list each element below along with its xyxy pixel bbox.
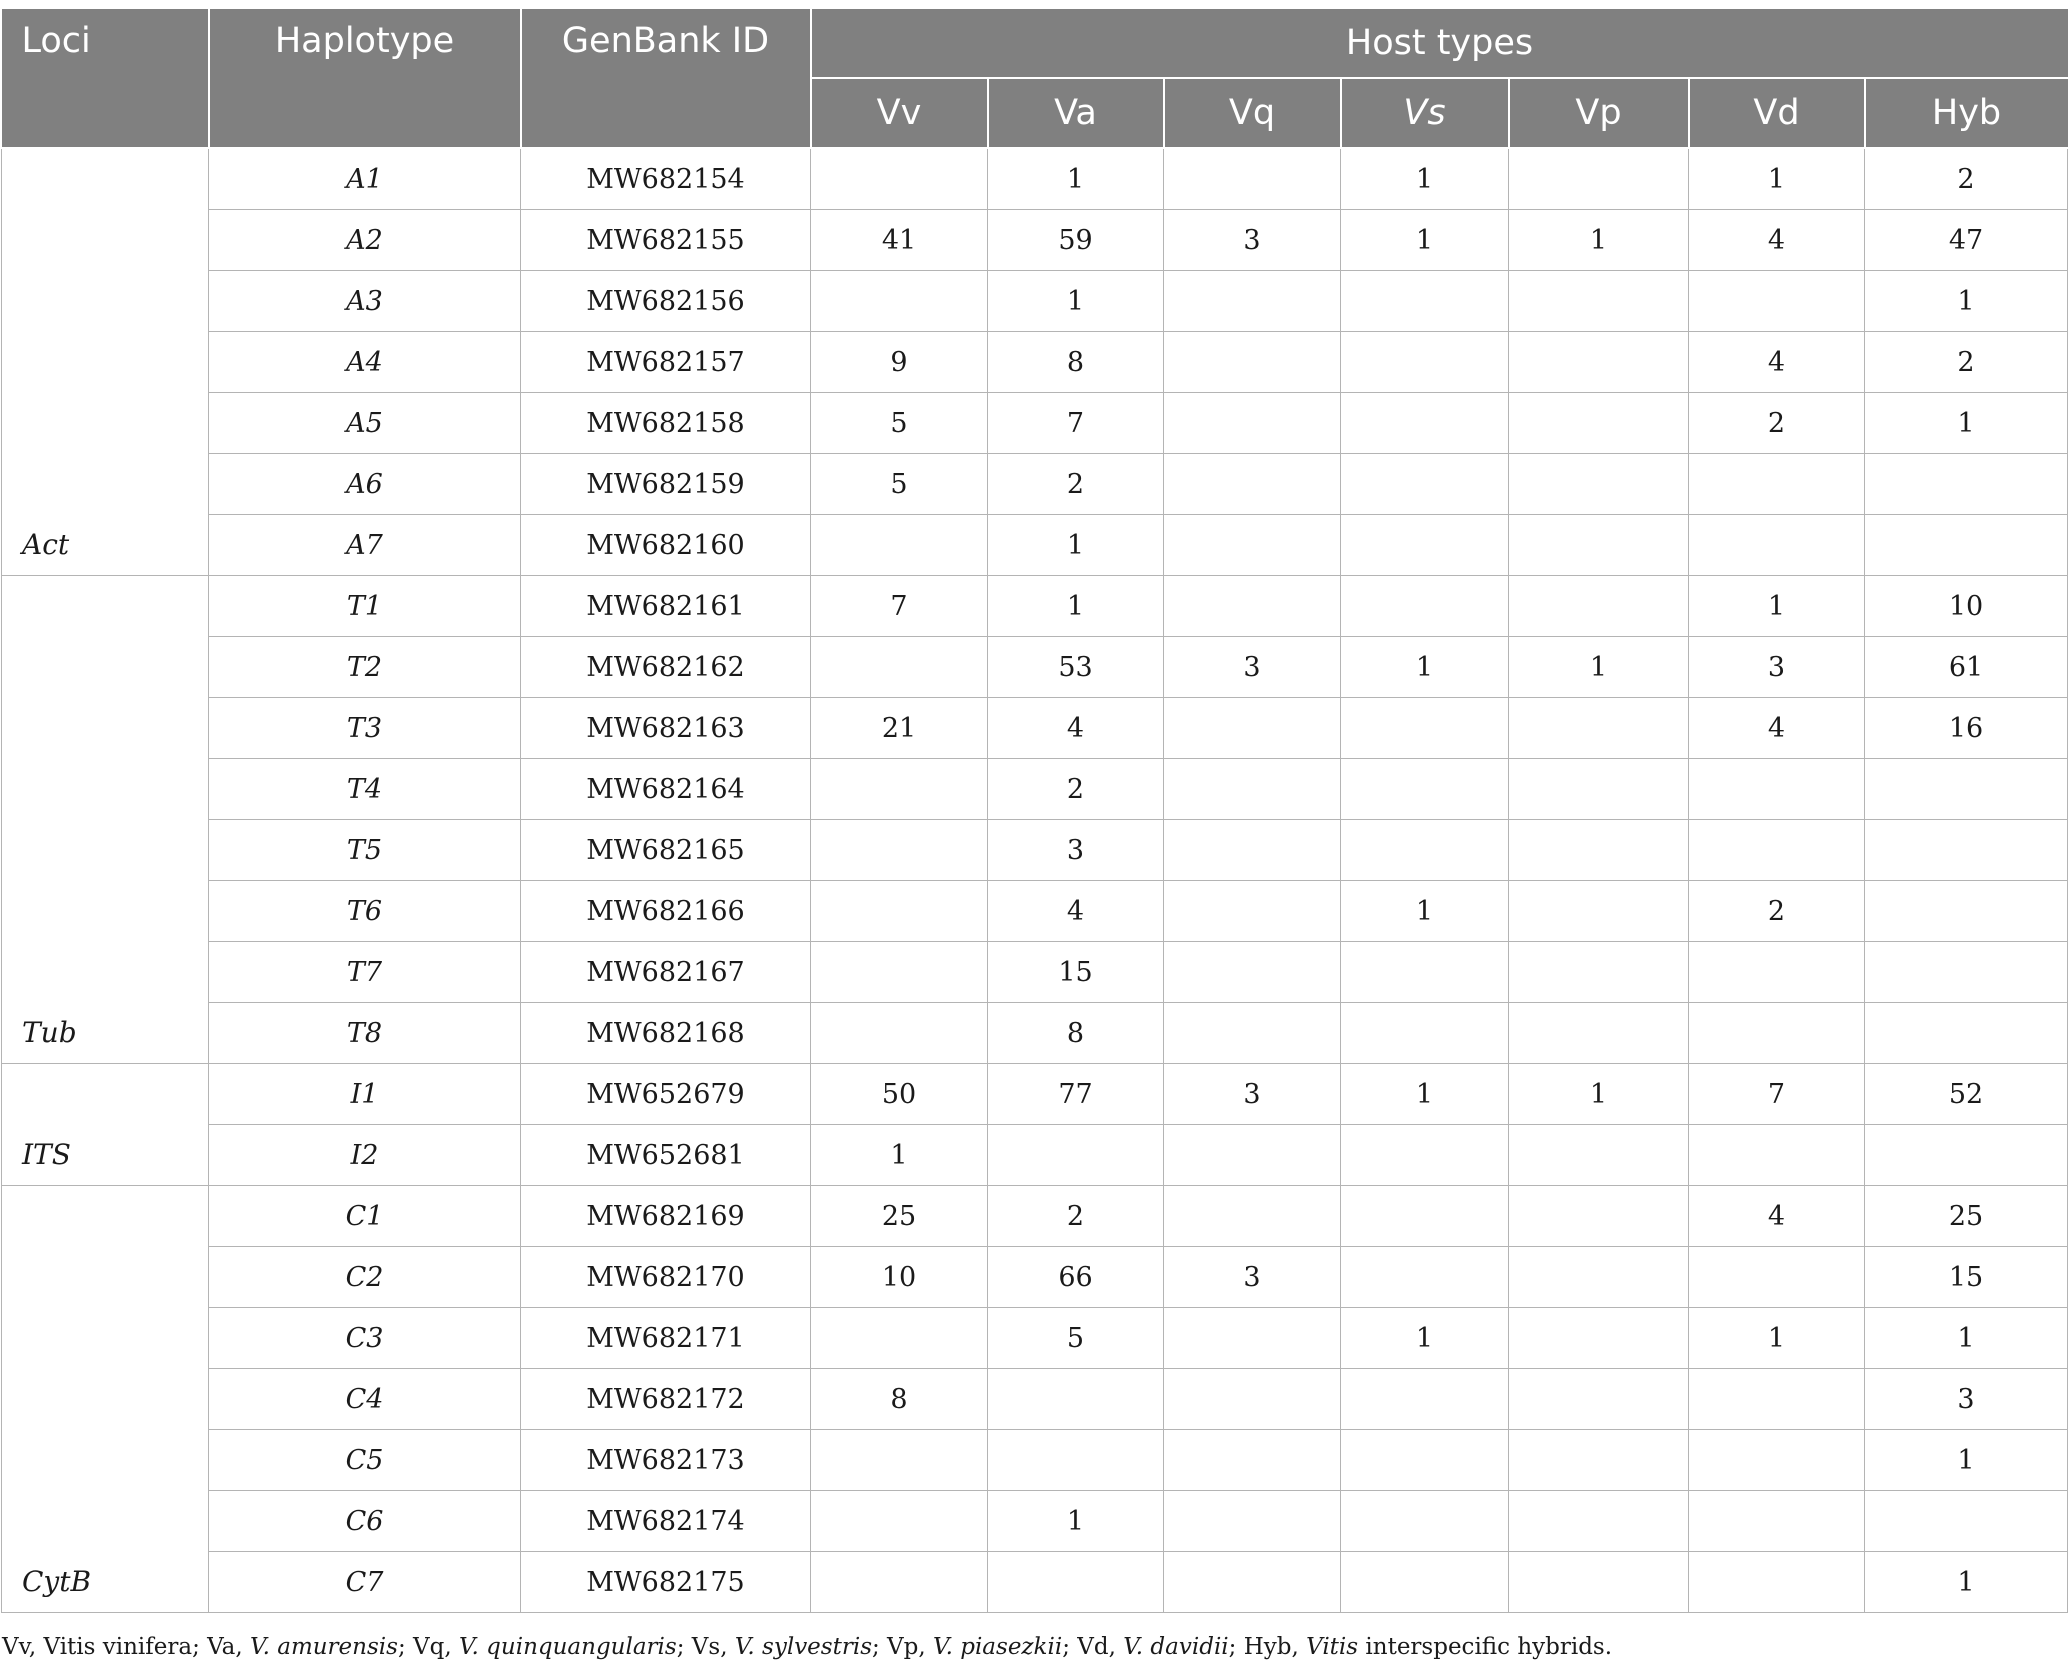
count-cell-hyb: 10 (1865, 576, 2068, 637)
count-cell-vd: 4 (1689, 698, 1865, 759)
count-cell-vs (1341, 1430, 1509, 1491)
count-cell-vs (1341, 1247, 1509, 1308)
count-cell-vd: 4 (1689, 210, 1865, 271)
count-cell-vs (1341, 1552, 1509, 1613)
count-cell-vp (1509, 1491, 1689, 1552)
count-cell-vp (1509, 393, 1689, 454)
haplotype-cell: C2 (209, 1247, 521, 1308)
count-cell-va: 2 (988, 454, 1164, 515)
count-cell-va: 2 (988, 759, 1164, 820)
haplotype-cell: C3 (209, 1308, 521, 1369)
count-cell-vp: 1 (1509, 1064, 1689, 1125)
haplotype-cell: A5 (209, 393, 521, 454)
count-cell-va: 3 (988, 820, 1164, 881)
genbank-id-cell: MW682162 (521, 637, 811, 698)
count-cell-vv (811, 271, 988, 332)
count-cell-va (988, 1552, 1164, 1613)
count-cell-hyb (1865, 1491, 2068, 1552)
count-cell-hyb: 15 (1865, 1247, 2068, 1308)
table-row (2, 1064, 2068, 1125)
count-cell-vd (1689, 1491, 1865, 1552)
count-cell-vp (1509, 576, 1689, 637)
genbank-id-cell: MW682166 (521, 881, 811, 942)
genbank-id-cell: MW682170 (521, 1247, 811, 1308)
footnote-part: V. quinquangularis (458, 1634, 677, 1660)
count-cell-va: 5 (988, 1308, 1164, 1369)
footnote-part: ; Vq, (397, 1634, 459, 1660)
count-cell-vv (811, 1003, 988, 1064)
count-cell-vq (1164, 1308, 1341, 1369)
genbank-id-cell: MW652679 (521, 1064, 811, 1125)
count-cell-va: 1 (988, 271, 1164, 332)
count-cell-vq (1164, 698, 1341, 759)
count-cell-vp (1509, 1186, 1689, 1247)
haplotype-cell: T7 (209, 942, 521, 1003)
table-row (2, 271, 2068, 332)
genbank-id-cell: MW682156 (521, 271, 811, 332)
count-cell-vp (1509, 1552, 1689, 1613)
footnote-part: ; Vp, (872, 1634, 934, 1660)
count-cell-vs (1341, 1125, 1509, 1186)
count-cell-vv: 5 (811, 454, 988, 515)
count-cell-vd (1689, 515, 1865, 576)
count-cell-vq (1164, 1491, 1341, 1552)
count-cell-vv (811, 148, 988, 210)
count-cell-va: 4 (988, 881, 1164, 942)
count-cell-vq (1164, 393, 1341, 454)
count-cell-vv (811, 759, 988, 820)
genbank-id-cell: MW682173 (521, 1430, 811, 1491)
count-cell-va: 2 (988, 1186, 1164, 1247)
genbank-id-cell: MW682175 (521, 1552, 811, 1613)
count-cell-vd: 2 (1689, 881, 1865, 942)
header-host-va: Va (988, 78, 1164, 148)
haplotype-table (1, 9, 2068, 1613)
count-cell-vq (1164, 881, 1341, 942)
count-cell-vs (1341, 515, 1509, 576)
haplotype-cell: A7 (209, 515, 521, 576)
header-host-vs: Vs (1341, 78, 1509, 148)
header-host-hyb: Hyb (1865, 78, 2068, 148)
count-cell-vd (1689, 759, 1865, 820)
haplotype-cell: A3 (209, 271, 521, 332)
count-cell-vq (1164, 820, 1341, 881)
footnote-part: interspecific hybrids. (1358, 1634, 1613, 1660)
count-cell-vv (811, 1491, 988, 1552)
haplotype-cell: I2 (209, 1125, 521, 1186)
footnote-part: V. sylvestris (734, 1634, 872, 1660)
genbank-id-cell: MW682172 (521, 1369, 811, 1430)
count-cell-hyb: 1 (1865, 271, 2068, 332)
count-cell-hyb: 1 (1865, 1430, 2068, 1491)
count-cell-vv: 9 (811, 332, 988, 393)
count-cell-hyb: 52 (1865, 1064, 2068, 1125)
count-cell-vq: 3 (1164, 1247, 1341, 1308)
footnote-part: V. amurensis (250, 1634, 398, 1660)
haplotype-cell: T2 (209, 637, 521, 698)
count-cell-vd: 3 (1689, 637, 1865, 698)
count-cell-vd (1689, 1247, 1865, 1308)
haplotype-cell: C1 (209, 1186, 521, 1247)
count-cell-vv (811, 1430, 988, 1491)
haplotype-cell: A4 (209, 332, 521, 393)
count-cell-vp (1509, 454, 1689, 515)
count-cell-vd (1689, 1003, 1865, 1064)
count-cell-vq (1164, 1430, 1341, 1491)
count-cell-hyb (1865, 515, 2068, 576)
count-cell-vv (811, 1552, 988, 1613)
count-cell-vd: 1 (1689, 1308, 1865, 1369)
header-host-vd: Vd (1689, 78, 1865, 148)
count-cell-va: 1 (988, 148, 1164, 210)
count-cell-hyb (1865, 942, 2068, 1003)
haplotype-cell: T1 (209, 576, 521, 637)
header-host-vv: Vv (811, 78, 988, 148)
count-cell-vp (1509, 332, 1689, 393)
locus-cell: CytB (2, 1186, 209, 1613)
count-cell-vv (811, 1308, 988, 1369)
count-cell-vs (1341, 759, 1509, 820)
haplotype-cell: A1 (209, 148, 521, 210)
count-cell-vd (1689, 942, 1865, 1003)
table-row (2, 1003, 2068, 1064)
count-cell-vq (1164, 1125, 1341, 1186)
count-cell-vd (1689, 454, 1865, 515)
count-cell-vq (1164, 1369, 1341, 1430)
count-cell-vs: 1 (1341, 637, 1509, 698)
count-cell-vq (1164, 1003, 1341, 1064)
genbank-id-cell: MW682168 (521, 1003, 811, 1064)
footnote-part: ; Vs, (676, 1634, 735, 1660)
genbank-id-cell: MW682155 (521, 210, 811, 271)
genbank-id-cell: MW682158 (521, 393, 811, 454)
count-cell-hyb: 16 (1865, 698, 2068, 759)
count-cell-hyb (1865, 454, 2068, 515)
genbank-id-cell: MW682154 (521, 148, 811, 210)
table-row (2, 1430, 2068, 1491)
genbank-id-cell: MW682159 (521, 454, 811, 515)
count-cell-vp (1509, 1430, 1689, 1491)
count-cell-hyb: 3 (1865, 1369, 2068, 1430)
table-footnote (2, 1634, 1612, 1660)
count-cell-vs (1341, 576, 1509, 637)
count-cell-vv: 8 (811, 1369, 988, 1430)
count-cell-va (988, 1369, 1164, 1430)
count-cell-va: 4 (988, 698, 1164, 759)
count-cell-vq (1164, 576, 1341, 637)
header-haplotype: Haplotype (209, 9, 521, 148)
table-row (2, 1369, 2068, 1430)
haplotype-cell: A6 (209, 454, 521, 515)
count-cell-va: 8 (988, 332, 1164, 393)
count-cell-vv: 7 (811, 576, 988, 637)
count-cell-vd (1689, 271, 1865, 332)
table-body (2, 148, 2068, 1613)
count-cell-vs (1341, 454, 1509, 515)
count-cell-vq (1164, 332, 1341, 393)
table-row (2, 576, 2068, 637)
header-row (2, 9, 2068, 78)
genbank-id-cell: MW682167 (521, 942, 811, 1003)
table-row (2, 1247, 2068, 1308)
genbank-id-cell: MW682163 (521, 698, 811, 759)
table-row (2, 515, 2068, 576)
count-cell-vq (1164, 271, 1341, 332)
locus-cell: Tub (2, 576, 209, 1064)
count-cell-vd: 2 (1689, 393, 1865, 454)
count-cell-vv: 25 (811, 1186, 988, 1247)
table-row (2, 148, 2068, 210)
table-row (2, 332, 2068, 393)
count-cell-vd: 1 (1689, 148, 1865, 210)
count-cell-va: 66 (988, 1247, 1164, 1308)
footnote-part: ; Hyb, (1228, 1634, 1307, 1660)
count-cell-vv: 41 (811, 210, 988, 271)
count-cell-vp (1509, 942, 1689, 1003)
table-row (2, 820, 2068, 881)
count-cell-hyb (1865, 820, 2068, 881)
haplotype-cell: T5 (209, 820, 521, 881)
count-cell-va: 8 (988, 1003, 1164, 1064)
count-cell-vp (1509, 1125, 1689, 1186)
haplotype-cell: C7 (209, 1552, 521, 1613)
count-cell-va: 1 (988, 1491, 1164, 1552)
haplotype-cell: C6 (209, 1491, 521, 1552)
count-cell-hyb: 25 (1865, 1186, 2068, 1247)
haplotype-cell: I1 (209, 1064, 521, 1125)
table-row (2, 1491, 2068, 1552)
count-cell-vs (1341, 1491, 1509, 1552)
table-row (2, 881, 2068, 942)
table-row (2, 637, 2068, 698)
genbank-id-cell: MW682160 (521, 515, 811, 576)
table-row (2, 210, 2068, 271)
table-row (2, 759, 2068, 820)
count-cell-vv (811, 515, 988, 576)
count-cell-vs: 1 (1341, 881, 1509, 942)
genbank-id-cell: MW682174 (521, 1491, 811, 1552)
count-cell-va: 15 (988, 942, 1164, 1003)
footnote-part: V. piasezkii (933, 1634, 1063, 1660)
count-cell-vv (811, 637, 988, 698)
count-cell-vq: 3 (1164, 1064, 1341, 1125)
count-cell-vv (811, 881, 988, 942)
table-row (2, 1186, 2068, 1247)
count-cell-va: 1 (988, 515, 1164, 576)
count-cell-vp (1509, 271, 1689, 332)
count-cell-vs: 1 (1341, 1308, 1509, 1369)
count-cell-hyb: 1 (1865, 1308, 2068, 1369)
count-cell-vd (1689, 1552, 1865, 1613)
count-cell-hyb: 47 (1865, 210, 2068, 271)
count-cell-vp (1509, 820, 1689, 881)
table-row (2, 1125, 2068, 1186)
count-cell-vv: 5 (811, 393, 988, 454)
count-cell-vd (1689, 1369, 1865, 1430)
table-row (2, 942, 2068, 1003)
haplotype-cell: T4 (209, 759, 521, 820)
count-cell-vq (1164, 759, 1341, 820)
haplotype-cell: T3 (209, 698, 521, 759)
count-cell-hyb (1865, 759, 2068, 820)
count-cell-vs (1341, 1003, 1509, 1064)
count-cell-vp (1509, 881, 1689, 942)
count-cell-vs (1341, 332, 1509, 393)
count-cell-hyb (1865, 1125, 2068, 1186)
count-cell-vq: 3 (1164, 637, 1341, 698)
count-cell-vv: 10 (811, 1247, 988, 1308)
count-cell-vd: 4 (1689, 332, 1865, 393)
count-cell-vv: 1 (811, 1125, 988, 1186)
count-cell-vs (1341, 271, 1509, 332)
count-cell-vd (1689, 1125, 1865, 1186)
count-cell-vp (1509, 1003, 1689, 1064)
footnote-part: ; Vd, (1062, 1634, 1124, 1660)
count-cell-vq (1164, 515, 1341, 576)
count-cell-vp (1509, 1308, 1689, 1369)
count-cell-va: 53 (988, 637, 1164, 698)
count-cell-vs (1341, 1186, 1509, 1247)
count-cell-vq (1164, 942, 1341, 1003)
genbank-id-cell: MW682165 (521, 820, 811, 881)
count-cell-vp (1509, 1247, 1689, 1308)
count-cell-vp (1509, 148, 1689, 210)
genbank-id-cell: MW652681 (521, 1125, 811, 1186)
count-cell-hyb: 2 (1865, 148, 2068, 210)
header-host-vp: Vp (1509, 78, 1689, 148)
count-cell-vv (811, 820, 988, 881)
count-cell-hyb: 1 (1865, 1552, 2068, 1613)
haplotype-cell: C4 (209, 1369, 521, 1430)
count-cell-hyb: 61 (1865, 637, 2068, 698)
haplotype-cell: T8 (209, 1003, 521, 1064)
count-cell-vp (1509, 515, 1689, 576)
count-cell-vd (1689, 1430, 1865, 1491)
table-row (2, 1308, 2068, 1369)
count-cell-va (988, 1125, 1164, 1186)
count-cell-vq: 3 (1164, 210, 1341, 271)
count-cell-vd (1689, 820, 1865, 881)
genbank-id-cell: MW682171 (521, 1308, 811, 1369)
count-cell-vd: 7 (1689, 1064, 1865, 1125)
genbank-id-cell: MW682164 (521, 759, 811, 820)
haplotype-cell: C5 (209, 1430, 521, 1491)
count-cell-va: 77 (988, 1064, 1164, 1125)
table-row (2, 454, 2068, 515)
count-cell-vs (1341, 942, 1509, 1003)
footnote-part: V. davidii (1123, 1634, 1229, 1660)
table-row (2, 393, 2068, 454)
header-genbank-id: GenBank ID (521, 9, 811, 148)
count-cell-va: 1 (988, 576, 1164, 637)
count-cell-vp: 1 (1509, 210, 1689, 271)
footnote-part: Vitis (1306, 1634, 1359, 1660)
count-cell-vs (1341, 820, 1509, 881)
haplotype-cell: A2 (209, 210, 521, 271)
count-cell-vp (1509, 698, 1689, 759)
genbank-id-cell: MW682157 (521, 332, 811, 393)
count-cell-vs: 1 (1341, 1064, 1509, 1125)
count-cell-va: 7 (988, 393, 1164, 454)
count-cell-hyb (1865, 1003, 2068, 1064)
count-cell-vq (1164, 148, 1341, 210)
count-cell-va (988, 1430, 1164, 1491)
haplotype-cell: T6 (209, 881, 521, 942)
count-cell-vp: 1 (1509, 637, 1689, 698)
count-cell-vq (1164, 1186, 1341, 1247)
count-cell-vd: 4 (1689, 1186, 1865, 1247)
table-row (2, 1552, 2068, 1613)
genbank-id-cell: MW682161 (521, 576, 811, 637)
count-cell-vs (1341, 698, 1509, 759)
count-cell-vv: 50 (811, 1064, 988, 1125)
locus-cell: ITS (2, 1064, 209, 1186)
count-cell-vv: 21 (811, 698, 988, 759)
count-cell-vs: 1 (1341, 210, 1509, 271)
locus-cell: Act (2, 148, 209, 576)
footnote-part: Vv, Vitis vinifera; Va, (2, 1634, 251, 1660)
count-cell-va: 59 (988, 210, 1164, 271)
header-host-types: Host types (811, 9, 2068, 78)
count-cell-vs (1341, 393, 1509, 454)
count-cell-vp (1509, 759, 1689, 820)
count-cell-hyb: 1 (1865, 393, 2068, 454)
count-cell-hyb: 2 (1865, 332, 2068, 393)
header-host-vq: Vq (1164, 78, 1341, 148)
header-loci: Loci (2, 9, 209, 148)
count-cell-vv (811, 942, 988, 1003)
count-cell-vp (1509, 1369, 1689, 1430)
count-cell-vs: 1 (1341, 148, 1509, 210)
table-row (2, 698, 2068, 759)
count-cell-hyb (1865, 881, 2068, 942)
count-cell-vs (1341, 1369, 1509, 1430)
count-cell-vq (1164, 1552, 1341, 1613)
genbank-id-cell: MW682169 (521, 1186, 811, 1247)
count-cell-vq (1164, 454, 1341, 515)
count-cell-vd: 1 (1689, 576, 1865, 637)
